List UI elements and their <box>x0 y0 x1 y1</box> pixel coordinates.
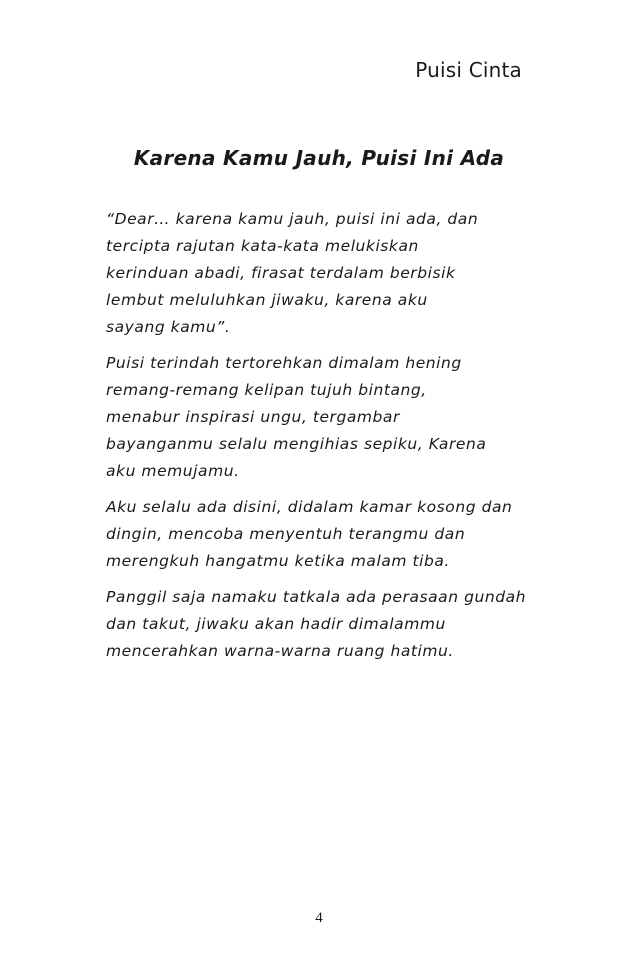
page-number: 4 <box>315 910 323 926</box>
poem-line: remang-remang kelipan tujuh bintang, <box>106 381 427 399</box>
poem-line: Panggil saja namaku tatkala ada perasaan gundah <box>106 588 527 606</box>
poem-line: Aku selalu ada disini, didalam kamar kosong dan <box>106 498 513 516</box>
running-header: Puisi Cinta <box>415 58 522 82</box>
stanza-4 <box>106 584 542 665</box>
poem-line: Puisi terindah tertorehkan dimalam hening <box>106 354 462 372</box>
poem-line: kerinduan abadi, firasat terdalam berbisik <box>106 264 456 282</box>
poem-line: dingin, mencoba menyentuh terangmu dan <box>106 525 466 543</box>
poem-line: lembut meluluhkan jiwaku, karena aku <box>106 291 428 309</box>
poem-body <box>106 206 542 674</box>
poem-line: tercipta rajutan kata-kata melukiskan <box>106 237 419 255</box>
poem-line: sayang kamu”. <box>106 318 231 336</box>
poem-line: merengkuh hangatmu ketika malam tiba. <box>106 552 450 570</box>
poem-line: aku memujamu. <box>106 462 240 480</box>
poem-line: “Dear… karena kamu jauh, puisi ini ada, dan <box>106 210 479 228</box>
stanza-3 <box>106 494 542 575</box>
stanza-2 <box>106 350 542 485</box>
poem-title: Karena Kamu Jauh, Puisi Ini Ada <box>133 146 505 170</box>
poem-line: menabur inspirasi ungu, tergambar <box>106 408 400 426</box>
poem-line: bayanganmu selalu mengihias sepiku, Karena <box>106 435 487 453</box>
poem-line: dan takut, jiwaku akan hadir dimalammu <box>106 615 446 633</box>
poem-line: mencerahkan warna-warna ruang hatimu. <box>106 642 454 660</box>
stanza-1 <box>106 206 542 341</box>
